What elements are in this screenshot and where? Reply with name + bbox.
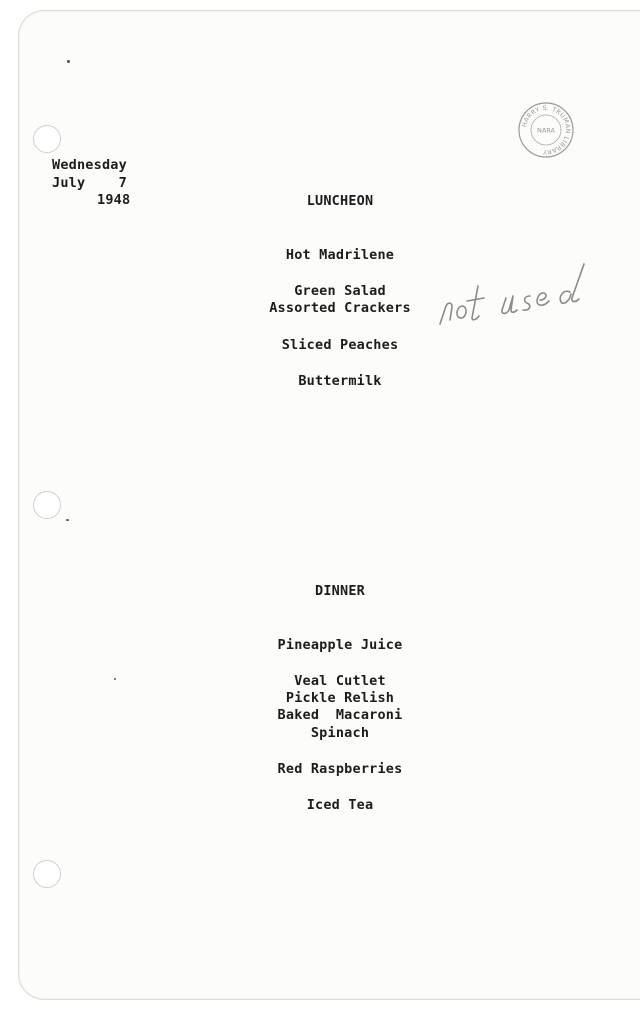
date-year: 1948: [97, 192, 131, 208]
dinner-heading: DINNER: [315, 583, 365, 599]
handwritten-not-used-note: [434, 258, 619, 333]
binder-hole-bottom: [33, 860, 61, 888]
date-month-day: July 7: [52, 175, 127, 191]
luncheon-item: Sliced Peaches: [281, 337, 399, 353]
luncheon-item: Hot Madrilene: [285, 247, 395, 263]
luncheon-heading: LUNCHEON: [306, 193, 374, 209]
luncheon-item: Assorted Crackers: [269, 300, 411, 316]
dinner-item: Pineapple Juice: [277, 637, 403, 653]
date-day: Wednesday: [52, 157, 127, 173]
dinner-item: Pickle Relish: [285, 690, 395, 706]
dinner-item: Iced Tea: [306, 797, 374, 813]
truman-library-stamp-icon: [517, 101, 575, 159]
dinner-item: Veal Cutlet: [294, 673, 386, 689]
luncheon-item: Green Salad: [294, 283, 386, 299]
ink-speck: [66, 519, 69, 521]
luncheon-item: Buttermilk: [298, 373, 382, 389]
ink-speck: [114, 678, 116, 680]
svg-text:HARRY S. TRUMAN LIBRARY: HARRY S. TRUMAN LIBRARY: [521, 104, 572, 156]
ink-speck: [67, 60, 70, 63]
binder-hole-top: [33, 125, 61, 153]
svg-text:NARA: NARA: [536, 126, 556, 135]
dinner-item: Red Raspberries: [277, 761, 403, 777]
dinner-item: Baked Macaroni: [277, 707, 403, 723]
binder-hole-middle: [33, 491, 61, 519]
dinner-item: Spinach: [310, 725, 370, 741]
